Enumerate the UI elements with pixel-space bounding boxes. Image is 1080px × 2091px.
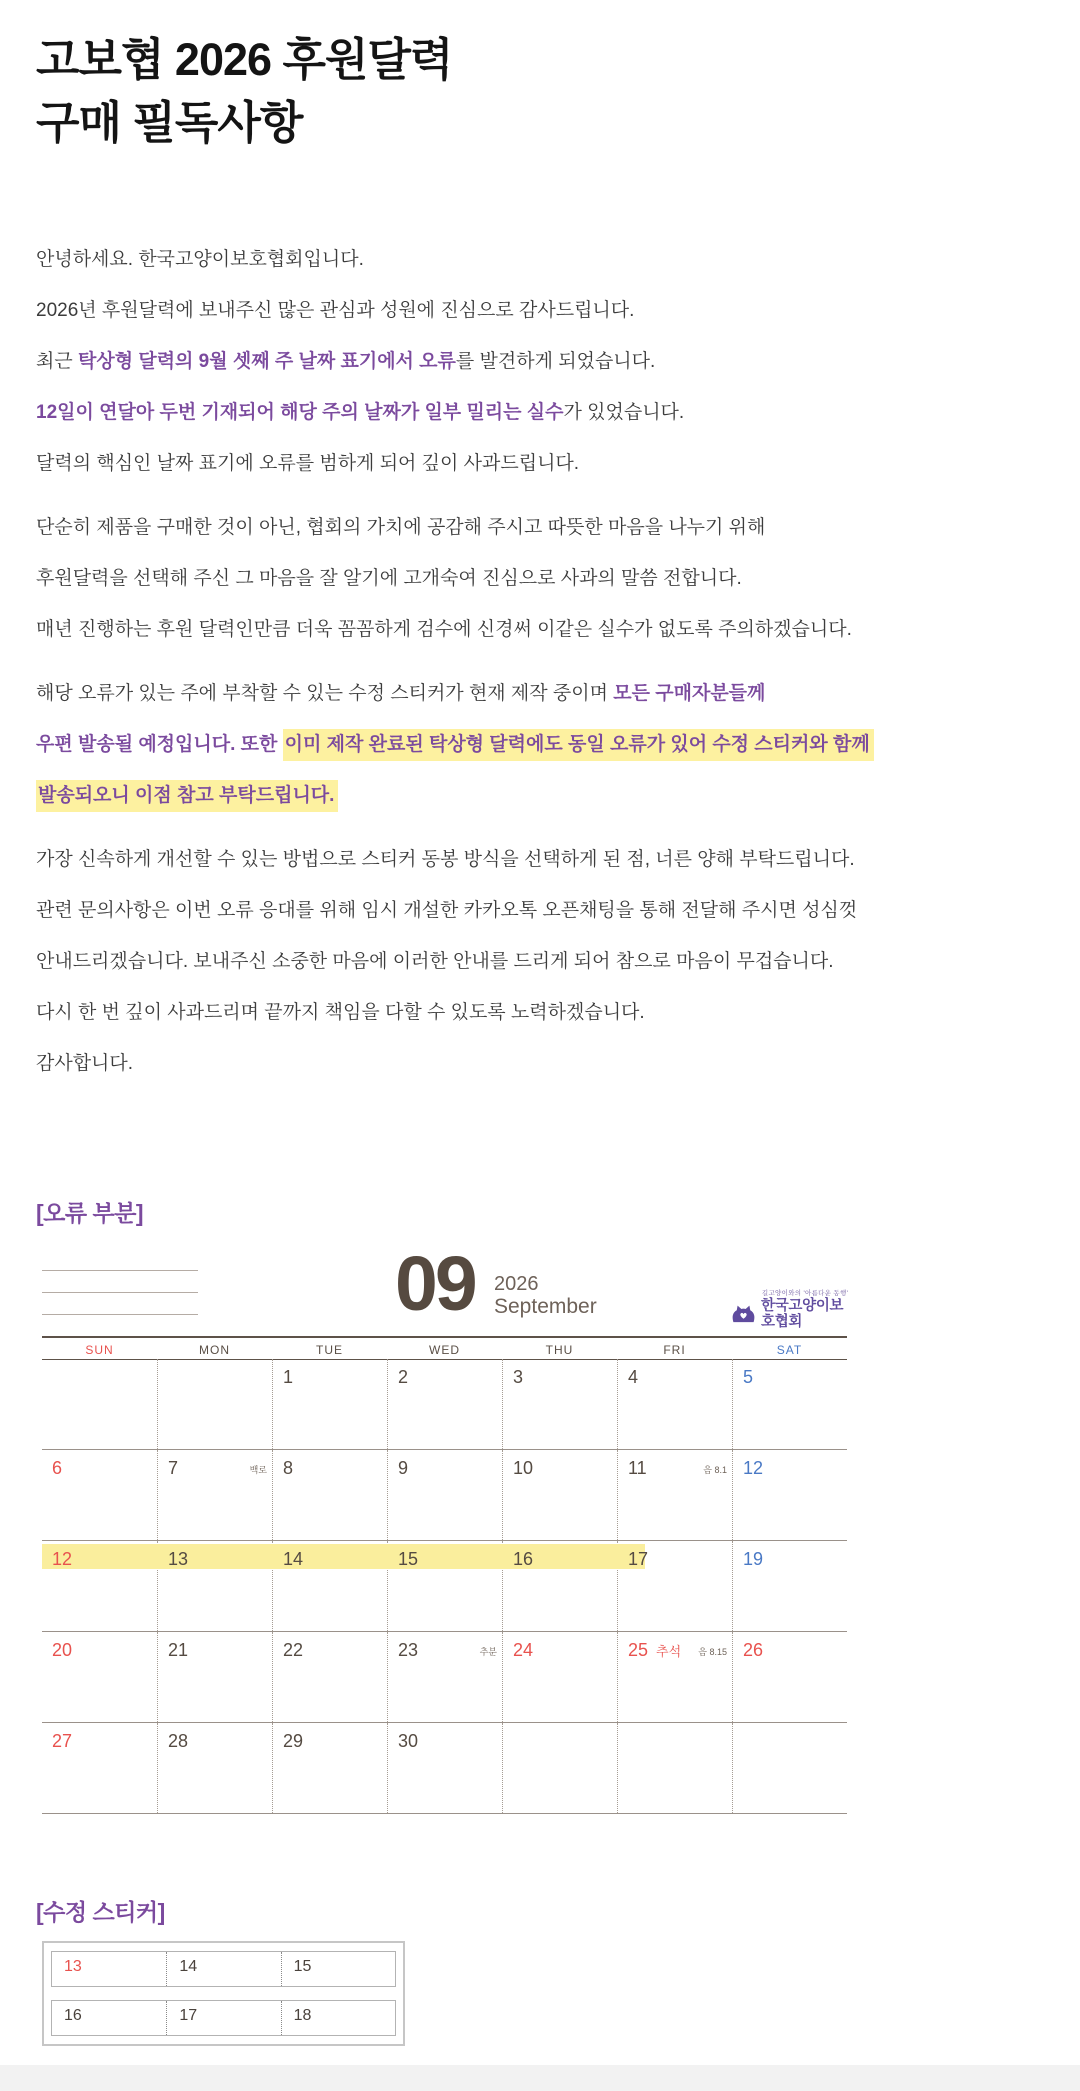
calendar-day-cell (157, 1723, 272, 1813)
memo-line (42, 1292, 198, 1293)
memo-line (42, 1270, 198, 1271)
day-number: 27 (52, 1731, 73, 1751)
day-number: 25 (628, 1640, 649, 1660)
day-number: 21 (168, 1640, 189, 1660)
sticker-day-number: 15 (293, 1958, 312, 1975)
calendar-year: 2026 (494, 1273, 539, 1295)
holiday-label: 추석 (656, 1644, 682, 1659)
day-number: 23 (398, 1640, 419, 1660)
notice-text-segment: 감사합니다. (36, 1053, 134, 1074)
day-number: 19 (743, 1549, 764, 1569)
day-number: 8 (283, 1458, 294, 1478)
day-number: 20 (52, 1640, 73, 1660)
lunar-note: 음 8.1 (703, 1465, 727, 1475)
org-name: 한국고양이보호협회 (761, 1298, 844, 1330)
notice-text-segment: 다시 한 번 깊이 사과드리며 끝까지 책임을 다할 수 있도록 노력하겠습니다. (36, 1002, 645, 1023)
calendar-grid (42, 1359, 847, 1814)
notice-text-segment: 달력의 핵심인 날짜 표기에 오류를 범하게 되어 깊이 사과드립니다. (36, 453, 580, 474)
notice-text-segment: 가장 신속하게 개선할 수 있는 방법으로 스티커 동봉 방식을 선택하게 된 점, 너른 양해 부탁드립니다. (36, 849, 855, 870)
page-title-line1: 고보협 2026 후원달력 (36, 34, 453, 85)
day-number: 12 (743, 1458, 764, 1478)
sticker-cell (281, 2001, 395, 2035)
org-logo (730, 1290, 849, 1330)
day-number: 15 (398, 1549, 419, 1569)
sticker-strip (51, 1951, 396, 1987)
calendar-day-cell (732, 1359, 847, 1449)
day-header-thu: THU (545, 1343, 574, 1357)
day-number: 12 (52, 1549, 73, 1569)
memo-line (42, 1314, 198, 1315)
day-number: 6 (52, 1458, 63, 1478)
day-number: 7 (168, 1458, 179, 1478)
calendar-day-cell (732, 1541, 847, 1631)
calendar-week-row (42, 1632, 847, 1723)
notice-text-segment: 매년 진행하는 후원 달력인만큼 더욱 꼼꼼하게 검수에 신경써 이같은 실수가 없도록 주의하겠습니다. (36, 619, 852, 640)
calendar-year-month (494, 1274, 597, 1318)
calendar-day-cell (502, 1723, 617, 1813)
sticker-cell (52, 2001, 166, 2035)
calendar-day-cell (502, 1359, 617, 1449)
calendar-day-cell (272, 1632, 387, 1722)
day-number: 4 (628, 1367, 639, 1387)
correction-sticker-sheet (42, 1941, 405, 2046)
calendar-month-number: 09 (395, 1241, 475, 1327)
notice-text-segment: 안녕하세요. 한국고양이보호협회입니다. (36, 249, 364, 270)
sticker-strip (51, 2000, 396, 2036)
calendar-day-cell (732, 1450, 847, 1540)
calendar-day-cell (157, 1450, 272, 1540)
day-header-fri: FRI (663, 1343, 686, 1357)
day-header-sun: SUN (85, 1343, 114, 1357)
sticker-day-number: 18 (293, 2007, 312, 2024)
notice-text-segment: 관련 문의사항은 이번 오류 응대를 위해 임시 개설한 카카오톡 오픈채팅을 통해 전달해 주시면 성심껏 (36, 900, 858, 921)
sticker-day-number: 14 (179, 1958, 198, 1975)
sticker-cell (166, 1952, 280, 1986)
calendar-day-cell (617, 1723, 732, 1813)
day-number: 2 (398, 1367, 409, 1387)
notice-text-segment: 를 발견하게 되었습니다. (455, 351, 656, 372)
day-number: 29 (283, 1731, 304, 1751)
org-slogan: 길고양이와의 '아름다운 동행' (761, 1290, 849, 1297)
day-number: 1 (283, 1367, 294, 1387)
notice-text-segment: 모든 구매자분들께 (613, 683, 766, 704)
calendar-day-cell (387, 1723, 502, 1813)
notice-text-segment: 가 있었습니다. (563, 402, 685, 423)
notice-line (36, 948, 1080, 975)
notice-text-segment: 안내드리겠습니다. 보내주신 소중한 마음에 이러한 안내를 드리게 되어 참으로 마음이 무겁습니다. (36, 951, 834, 972)
sticker-day-number: 17 (179, 2007, 198, 2024)
calendar-day-cell (42, 1450, 157, 1540)
day-number: 22 (283, 1640, 304, 1660)
calendar-day-cell (272, 1450, 387, 1540)
day-number: 24 (513, 1640, 534, 1660)
day-header-wed: WED (429, 1343, 460, 1357)
notice-line (36, 897, 1080, 924)
calendar-day-cell (272, 1359, 387, 1449)
notice-text-segment: 발송되오니 이점 참고 부탁드립니다. (36, 780, 338, 812)
notice-text-segment: 최근 (36, 351, 78, 372)
calendar-week-row (42, 1541, 847, 1632)
calendar-day-cell (732, 1723, 847, 1813)
notice-line (36, 846, 1080, 873)
notice-text-segment: 12일이 연달아 두번 기재되어 해당 주의 날짜가 일부 밀리는 실수 (36, 402, 564, 423)
error-section-label: [오류 부분] (36, 1200, 144, 1226)
day-number: 28 (168, 1731, 189, 1751)
org-logo-text (761, 1290, 849, 1330)
notice-line (36, 616, 1080, 643)
calendar-day-header-row (42, 1336, 847, 1360)
calendar-month-name: September (494, 1295, 597, 1318)
notice-line (36, 348, 1080, 375)
notice-line (36, 999, 1080, 1026)
notice-text-segment: 단순히 제품을 구매한 것이 아닌, 협회의 가치에 공감해 주시고 따뜻한 마음을 나누기 위해 (36, 517, 766, 538)
calendar-day-cell (617, 1541, 732, 1631)
lunar-note: 백로 (249, 1465, 267, 1475)
error-highlight-band (42, 1544, 645, 1569)
sticker-cell (281, 1952, 395, 1986)
calendar-day-cell (387, 1359, 502, 1449)
notice-line (36, 514, 1080, 541)
notice-line (36, 731, 1080, 758)
day-number: 5 (743, 1367, 754, 1387)
calendar-september-2026 (42, 1241, 849, 1816)
day-number: 26 (743, 1640, 764, 1660)
calendar-day-cell (42, 1723, 157, 1813)
sticker-day-number: 16 (64, 2007, 82, 2024)
calendar-day-cell (157, 1632, 272, 1722)
notice-line (36, 450, 1080, 477)
notice-line (36, 680, 1080, 707)
notice-text-segment: 해당 오류가 있는 주에 부착할 수 있는 수정 스티커가 현재 제작 중이며 (36, 683, 614, 704)
day-header-mon: MON (199, 1343, 230, 1357)
page-title (36, 28, 1080, 154)
notice-line (36, 297, 1080, 324)
calendar-day-cell (157, 1359, 272, 1449)
calendar-week-row (42, 1723, 847, 1814)
calendar-day-cell (502, 1450, 617, 1540)
day-number: 13 (168, 1549, 189, 1569)
day-header-sat: SAT (776, 1343, 803, 1357)
notice-body (36, 246, 1080, 1077)
notice-text-segment: 탁상형 달력의 9월 셋째 주 날짜 표기에서 오류 (78, 351, 456, 372)
calendar-day-cell (502, 1632, 617, 1722)
notice-text-segment: 우편 발송될 예정입니다. 또한 (36, 734, 283, 755)
sticker-cell (166, 2001, 280, 2035)
day-header-tue: TUE (316, 1343, 343, 1357)
sticker-day-number: 13 (64, 1958, 82, 1975)
page-bottom-strip (0, 2065, 1080, 2091)
page-title-line2: 구매 필독사항 (36, 97, 303, 148)
notice-line (36, 782, 1080, 809)
calendar-day-cell (42, 1632, 157, 1722)
notice-text-segment: 후원달력을 선택해 주신 그 마음을 잘 알기에 고개숙여 진심으로 사과의 말씀 전합니다. (36, 568, 742, 589)
calendar-week-row (42, 1450, 847, 1541)
lunar-note: 추분 (479, 1647, 497, 1657)
calendar-day-cell (272, 1723, 387, 1813)
calendar-day-cell (617, 1359, 732, 1449)
notice-line (36, 565, 1080, 592)
calendar-day-cell (617, 1632, 732, 1722)
day-number: 14 (283, 1549, 304, 1569)
day-number: 11 (628, 1458, 647, 1478)
lunar-note: 음 8.15 (698, 1647, 727, 1657)
day-number: 16 (513, 1549, 534, 1569)
calendar-day-cell (387, 1450, 502, 1540)
cat-logo-icon (730, 1304, 757, 1330)
calendar-day-cell (42, 1359, 157, 1449)
calendar-day-cell (617, 1450, 732, 1540)
calendar-day-cell (387, 1632, 502, 1722)
notice-line (36, 246, 1080, 273)
day-number: 17 (628, 1549, 649, 1569)
sticker-section-label: [수정 스티커] (36, 1899, 165, 1925)
day-number: 10 (513, 1458, 534, 1478)
notice-text-segment: 2026년 후원달력에 보내주신 많은 관심과 성원에 진심으로 감사드립니다. (36, 300, 635, 321)
notice-line (36, 1050, 1080, 1077)
day-number: 30 (398, 1731, 419, 1751)
calendar-day-cell (732, 1632, 847, 1722)
day-number: 9 (398, 1458, 409, 1478)
day-number: 3 (513, 1367, 524, 1387)
sticker-cell (52, 1952, 166, 1986)
calendar-week-row (42, 1359, 847, 1450)
notice-text-segment: 이미 제작 완료된 탁상형 달력에도 동일 오류가 있어 수정 스티커와 함께 (283, 729, 874, 761)
notice-line (36, 399, 1080, 426)
